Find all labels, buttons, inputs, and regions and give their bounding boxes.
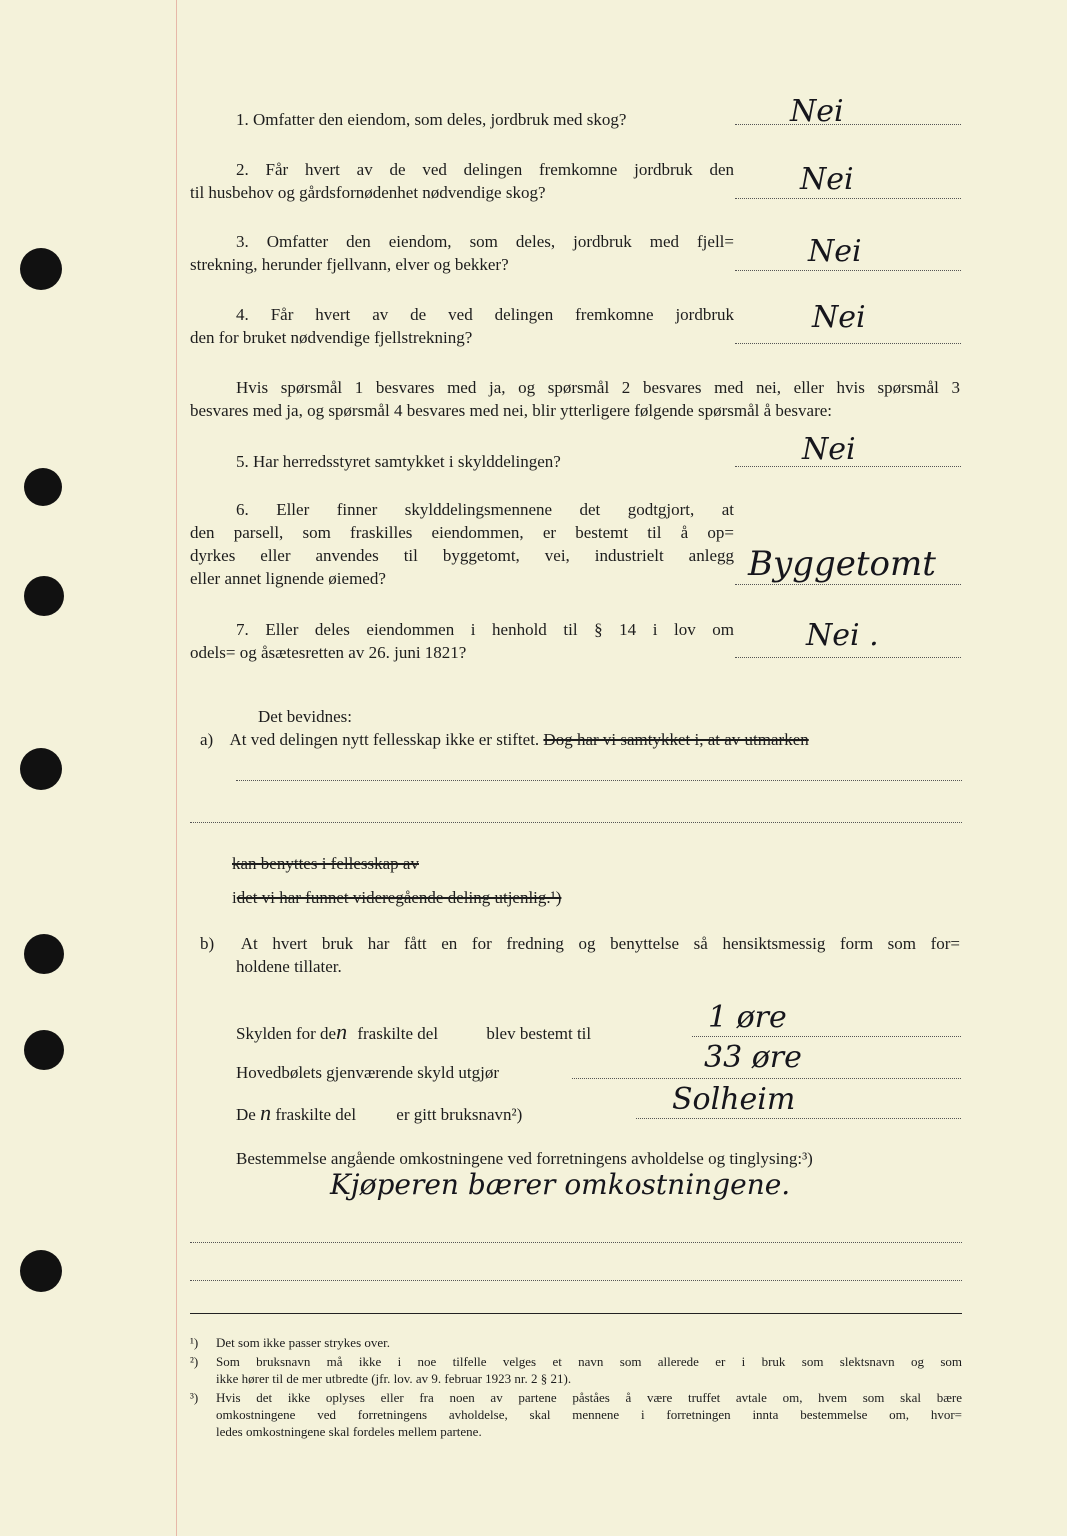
- question-text: Omfatter den eiendom, som deles, jordbruk med fjell=: [266, 232, 734, 251]
- bevidnes-heading: Det bevidnes:: [258, 707, 352, 726]
- answer-line: [572, 1078, 961, 1079]
- question-2: [190, 158, 734, 181]
- label: De: [236, 1105, 256, 1124]
- question-4: [190, 303, 734, 326]
- label: blev bestemt til: [486, 1024, 592, 1043]
- question-text: Har herredsstyret samtykket i skylddelingen?: [253, 452, 561, 471]
- footnote-3-text-line3: ledes omkostningene skal fordeles mellem partene.: [216, 1424, 482, 1439]
- answer-handwritten: Kjøperen bærer omkostningene.: [330, 1168, 791, 1201]
- footnote-1-mark: ¹): [190, 1335, 199, 1350]
- question-number: 4.: [236, 305, 249, 324]
- clause-label: a): [200, 730, 214, 749]
- question-text: Får hvert av de ved delingen fremkomne jordbruk den: [265, 160, 734, 179]
- question-6-line3: dyrkes eller anvendes til byggetomt, vei, industrielt anlegg: [190, 546, 734, 565]
- question-6-line2: den parsell, som fraskilles eiendommen, er bestemt til å op=: [190, 523, 734, 542]
- answer-handwritten: Nei: [808, 234, 862, 269]
- question-6-line4: eller annet lignende øiemed?: [190, 569, 386, 588]
- answer-line: [692, 1036, 961, 1037]
- answer-line: [636, 1118, 961, 1119]
- blank-line: [190, 822, 962, 823]
- handwritten-insert: n: [260, 1100, 272, 1125]
- question-number: 5.: [236, 452, 249, 471]
- skyld-line-3: [236, 1101, 522, 1126]
- footnote-1-text: Det som ikke passer strykes over.: [216, 1335, 391, 1350]
- question-3: [190, 230, 734, 253]
- intro-line-1: Hvis spørsmål 1 besvares med ja, og spørsmål 2 besvares med nei, eller hvis spørsmål 3: [236, 378, 960, 397]
- question-7-line2: odels= og åsætesretten av 26. juni 1821?: [190, 643, 467, 662]
- blank-line: [190, 1242, 962, 1243]
- question-7: [190, 618, 734, 641]
- question-number: 6.: [236, 500, 249, 519]
- question-1: [236, 108, 626, 131]
- answer-line: [735, 657, 961, 658]
- footnote-2-mark: ²): [190, 1354, 199, 1369]
- margin-line: [176, 0, 177, 1536]
- label: fraskilte del: [357, 1024, 439, 1043]
- blank-line: [190, 1280, 962, 1281]
- answer-line: [735, 270, 961, 271]
- question-text: Omfatter den eiendom, som deles, jordbruk med skog?: [253, 110, 627, 129]
- skyld-line-4: Bestemmelse angående omkostningene ved forretningens avholdelse og tinglysing:³): [236, 1149, 813, 1168]
- question-5: [236, 450, 561, 473]
- question-2-line2: til husbehov og gårdsfornødenhet nødvendige skog?: [190, 183, 546, 202]
- clause-a: [200, 728, 809, 751]
- intro-line-2: besvares med ja, og spørsmål 4 besvares med nei, blir ytterligere følgende spørsmål å besvare:: [190, 401, 833, 420]
- punch-hole: [20, 748, 62, 790]
- question-3-line2: strekning, herunder fjellvann, elver og bekker?: [190, 255, 509, 274]
- question-number: 7.: [236, 620, 249, 639]
- punch-hole: [24, 576, 64, 616]
- answer-handwritten: 33 øre: [704, 1040, 802, 1075]
- label: er gitt bruksnavn²): [396, 1105, 523, 1124]
- skyld-line-2: Hovedbølets gjenværende skyld utgjør: [236, 1063, 499, 1082]
- clause-text: At hvert bruk har fått en for fredning og benyttelse så hensiktsmessig form som for=: [240, 934, 961, 953]
- question-4-line2: den for bruket nødvendige fjellstrekning?: [190, 328, 473, 347]
- answer-handwritten: Nei: [812, 300, 866, 335]
- answer-line: [735, 198, 961, 199]
- struck-prefix: i: [232, 888, 237, 907]
- answer-handwritten: Nei: [790, 94, 844, 129]
- struck-text: det vi har funnet videregående deling utjenlig.¹): [236, 888, 562, 907]
- struck-text: Dog har vi samtykket i, at av utmarken: [543, 730, 809, 749]
- question-number: 3.: [236, 232, 249, 251]
- handwritten-insert: n: [336, 1019, 348, 1044]
- footnote-3-text-line2: omkostningene ved forretningens avholdelse, skal mennene i forretningen innta bestemmelse om, hvor=: [216, 1407, 962, 1422]
- answer-handwritten: Nei: [802, 432, 856, 467]
- question-text: Eller deles eiendommen i henhold til § 14 i lov om: [265, 620, 734, 639]
- footnote-3-text: Hvis det ikke oplyses eller fra noen av partene påståes å være truffet avtale om, hvem som skal bære: [216, 1390, 962, 1405]
- skyld-line-1: [236, 1020, 591, 1045]
- punch-hole: [20, 1250, 62, 1292]
- answer-handwritten: Nei .: [806, 618, 879, 653]
- answer-line: [735, 584, 961, 585]
- punch-hole: [24, 934, 64, 974]
- answer-handwritten: Solheim: [672, 1082, 796, 1117]
- footnote-2-text-line2: ikke hører til de mer utbredte (jfr. lov. av 9. februar 1923 nr. 2 § 21).: [216, 1371, 572, 1386]
- punch-hole: [24, 1030, 64, 1070]
- question-text: Eller finner skylddelingsmennene det godtgjort, at: [276, 500, 734, 519]
- answer-line: [735, 124, 961, 125]
- answer-handwritten: 1 øre: [708, 1000, 787, 1035]
- struck-line-3: [232, 886, 561, 909]
- question-text: Får hvert av de ved delingen fremkomne jordbruk: [270, 305, 735, 324]
- label: fraskilte del: [275, 1105, 357, 1124]
- struck-line-2: kan benyttes i fellesskap av: [232, 854, 419, 873]
- clause-label: b): [200, 934, 215, 953]
- answer-handwritten: Nei: [800, 162, 854, 197]
- blank-line: [236, 780, 962, 781]
- answer-handwritten: Byggetomt: [748, 544, 936, 584]
- clause-text: At ved delingen nytt fellesskap ikke er stiftet.: [229, 730, 540, 749]
- question-number: 2.: [236, 160, 249, 179]
- punch-hole: [24, 468, 62, 506]
- punch-hole: [20, 248, 62, 290]
- footnote-rule: [190, 1313, 962, 1314]
- question-number: 1.: [236, 110, 249, 129]
- clause-b: [200, 932, 960, 955]
- clause-b-line2: holdene tillater.: [236, 957, 342, 976]
- question-6: [190, 498, 734, 521]
- footnote-2-text: Som bruksnavn må ikke i noe tilfelle velges et navn som allerede er i bruk som slektsnavn og som: [216, 1354, 962, 1369]
- footnote-3-mark: ³): [190, 1390, 199, 1405]
- answer-line: [735, 343, 961, 344]
- label: Skylden for de: [236, 1024, 337, 1043]
